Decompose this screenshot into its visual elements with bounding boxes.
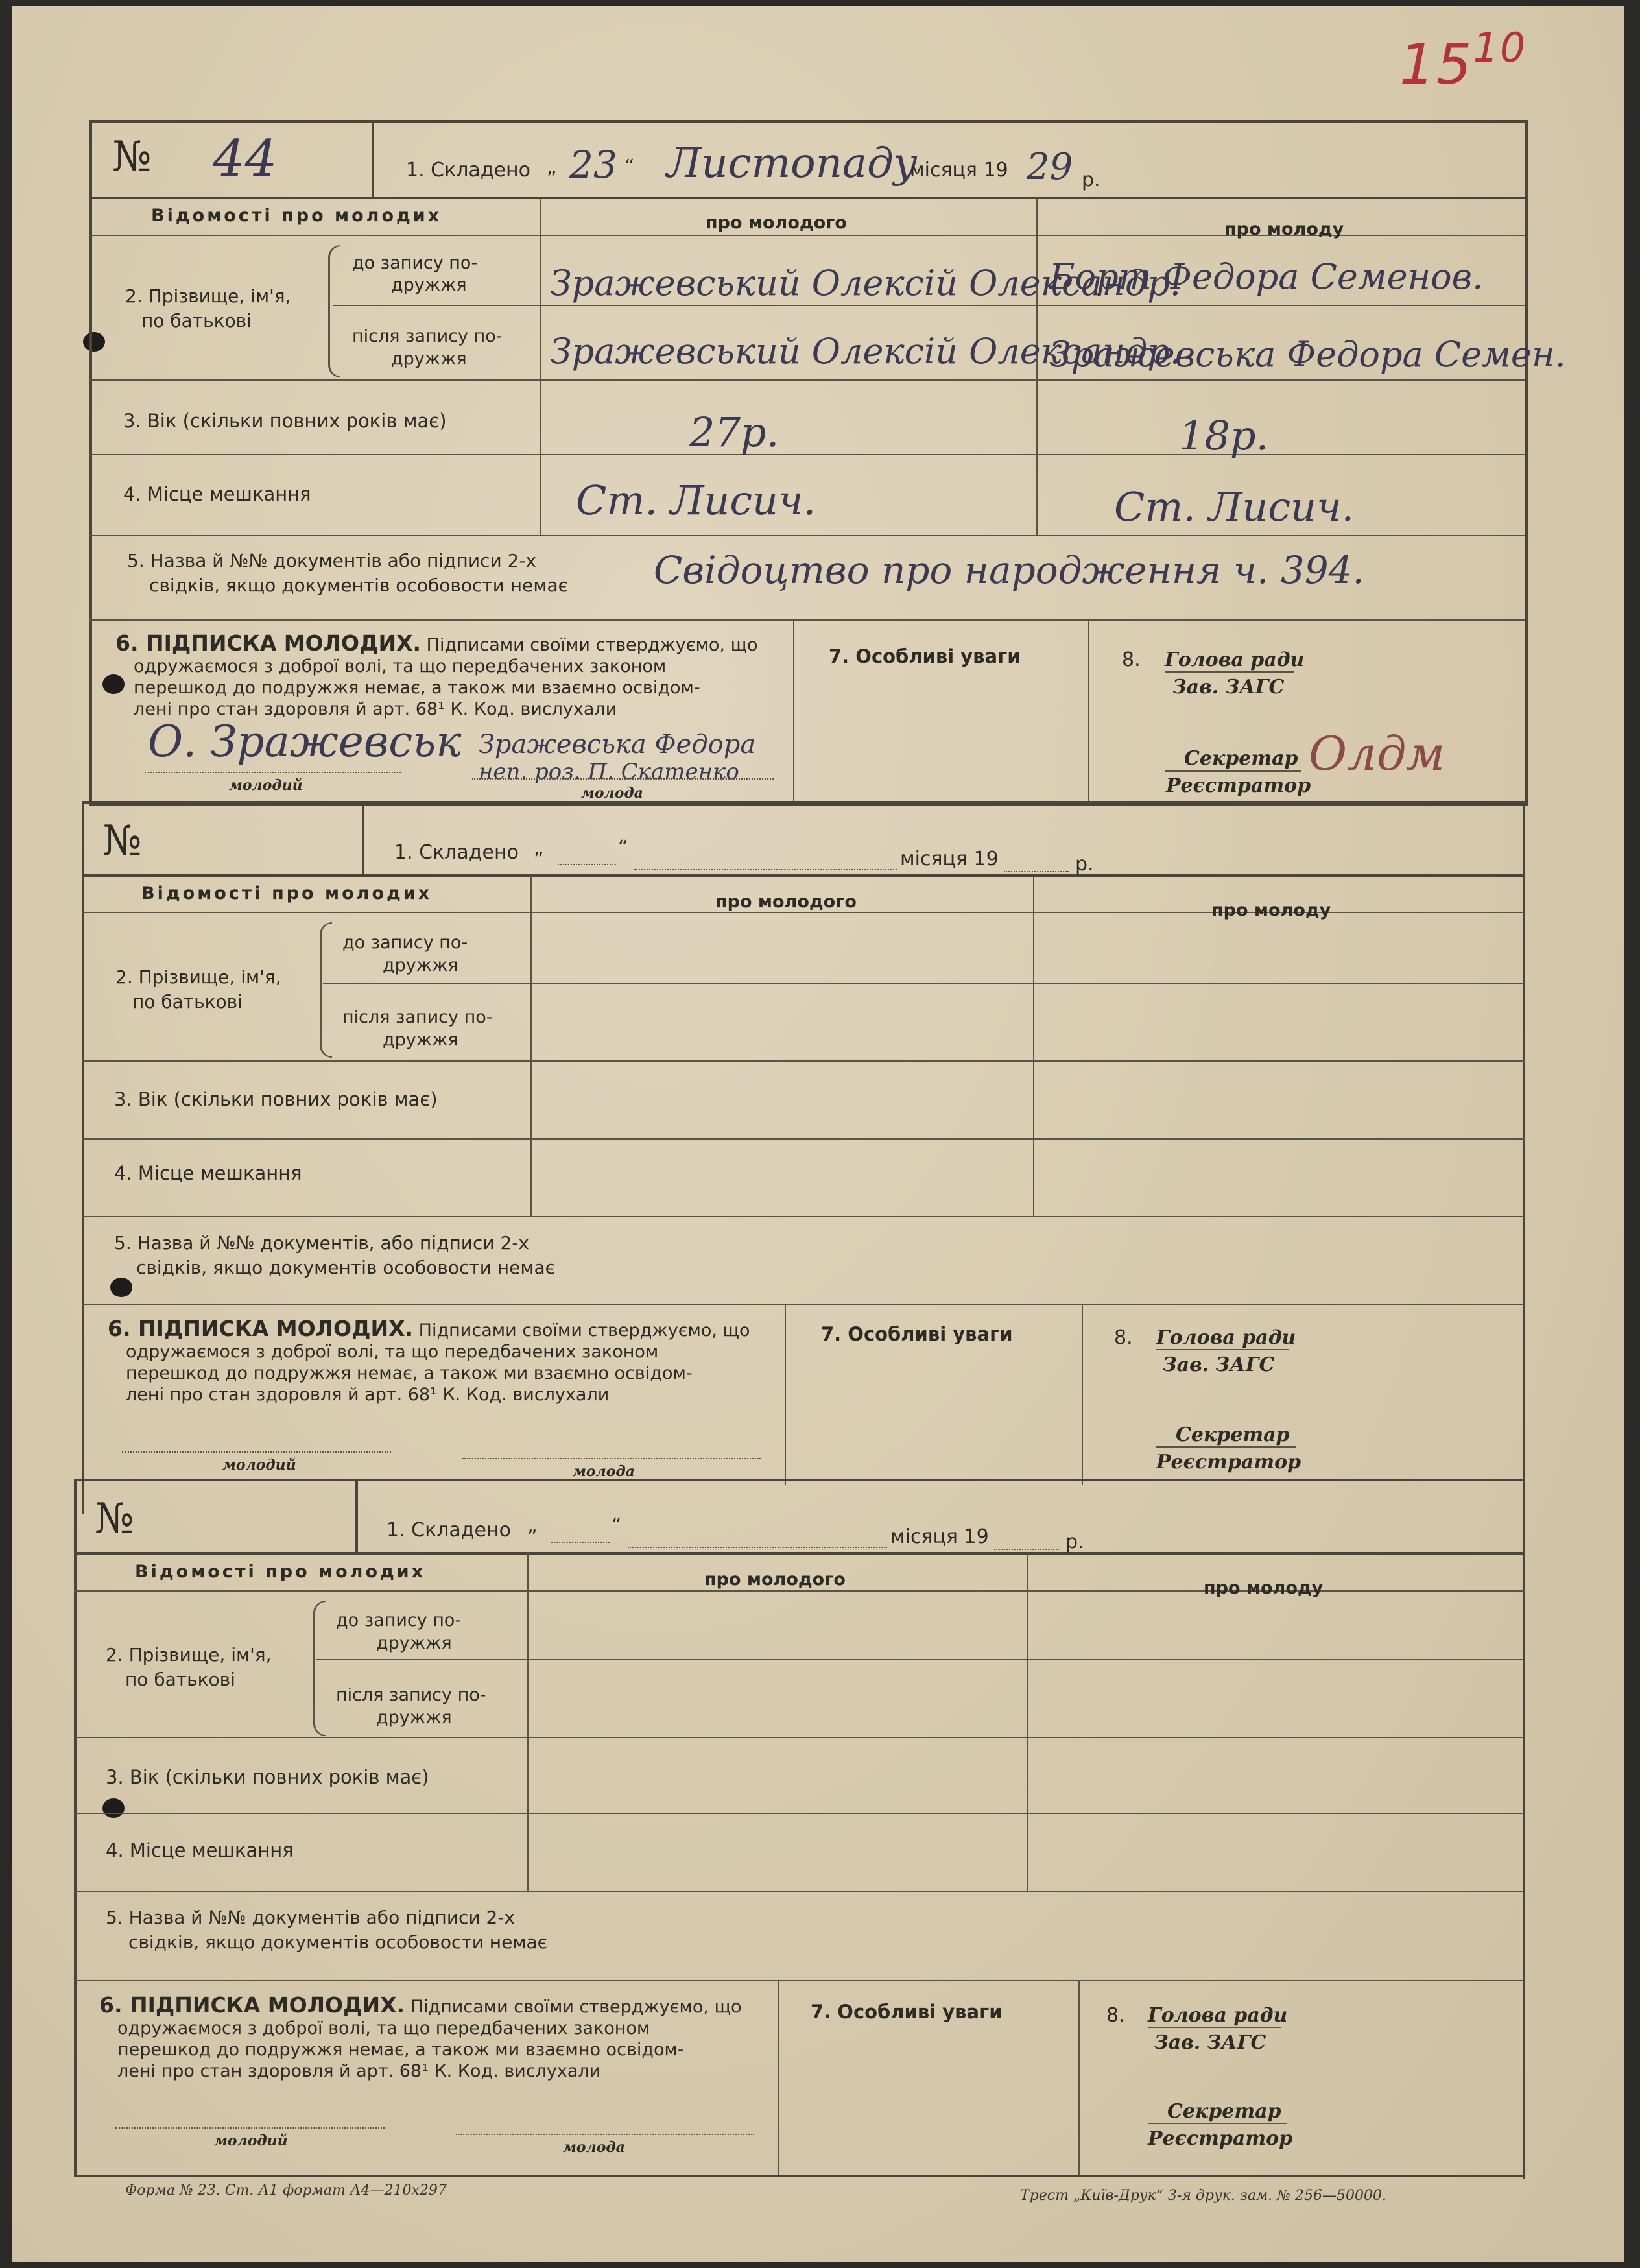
head-label: Голова ради <box>1148 2004 1288 2027</box>
bride-header: про молоду <box>1224 219 1344 239</box>
groom-header: про молодого <box>715 892 857 912</box>
bride-header: про молоду <box>1204 1578 1324 1598</box>
residence-label: 4. Місце мешкання <box>123 483 311 505</box>
head-label: Голова ради <box>1156 1326 1296 1349</box>
info-header: Відомості про молодих <box>151 206 442 226</box>
document-page: $15^{10}$ № 44 1. Складено „ 23 “ Листопаду місяця 19 29 р. Відомості про молодих про молодого про молоду 2. Прізвище, ім'я, по батькові до запису по- дружжя після запису по- дружжя Зражевський Олексій Олександр. Зражевський Олексій Олександр. Борт Федора Семенов. Зражевська Федора Семен. 3. Вік (скільки повних років має) 27р. 18р. 4. Місце мешкання Ст. Лисич. Ст. Лисич. 5. Назва й №№ документів або підписи 2-х свідків, якщо документів особовости немає Свідоцтво про народження ч. 394. 6. ПІДПИСКА МОЛОДИХ. Підписами своїми стверджуємо, що одружаємося з доброї волі, та що передбачених законом перешкод до подружжя немає, а також ми взаємно освідом- лені про стан здоровля й арт. 68¹ К. Код. вислухали О. Зражевськ Зражевська Федора неп. роз. П. Скатенко молодий молода 7. Особливі уваги 8. Голова ради Зав. ЗАГС Секретар Реєстратор Олдм № 1. Складено „ “ місяця 19 р. Відомості про молодих про молодого про молоду 2. Прізвище, ім'я, по батькові до запису по- дружжя після запису по- дружжя 3. Вік (скільки повних років має) 4. Місце мешкання 5. Назва й №№ документів, або підписи 2-х свідків, якщо документів особовости немає 6. ПІДПИСКА МОЛОДИХ. Підписами своїми стверджуємо, що одружаємося з доброї волі, та що передбачених законом перешкод до подружжя немає, а також ми взаємно освідом- лені про стан здоровля й арт. 68¹ К. Код. вислухали молодий молода 7. Особливі уваги 8. Голова ради Зав. ЗАГС Секретар Реєстратор № 1. Складено „ “ місяця 19 р. Відомості про молодих про молодого про молоду 2. Прізвище, ім'я, по батькові до запису по- дружжя після запису по- дружжя 3. Вік (скільки повних років має) 4. Місце мешкання 5. Назва й №№ документів або підписи 2-х свідків, якщо документів особовости немає 6. ПІДПИСКА МОЛОДИХ. Підписами своїми стверджуємо, що одружаємося з доброї волі, та що передбачених законом перешкод до подружжя немає, а також ми взаємно освідом- лені про стан здоровля й арт. 68¹ К. Код. вислухали молодий молода 7. Особливі уваги 8. Голова ради Зав. ЗАГС Секретар Реєстратор Форма № 23. Ст. А1 формат А4—210х297 Трест „Київ-Друк“ 3-я друк. зам. № 256—50000. <box>12 6 1624 2262</box>
age-label: 3. Вік (скільки повних років має) <box>106 1766 429 1788</box>
groom-sig-label: молодий <box>222 1457 296 1474</box>
age-label: 3. Вік (скільки повних років має) <box>123 410 447 432</box>
info-header: Відомості про молодих <box>141 883 433 903</box>
documents-label: 5. Назва й №№ документів або підписи 2-х <box>106 1907 516 1928</box>
info-header: Відомості про молодих <box>135 1562 426 1582</box>
subscription-text: 6. ПІДПИСКА МОЛОДИХ. Підписами своїми стверджуємо, що одружаємося з доброї волі, та що передбачених законом перешкод до подружжя немає, а також ми взаємно освідом- лені про стан здоровля й арт. 68¹ К. Код. вислухали <box>99 1992 742 2081</box>
age-label: 3. Вік (скільки повних років має) <box>114 1088 438 1110</box>
secretary-signature: Олдм <box>1309 726 1445 781</box>
bride-header: про молоду <box>1211 900 1331 920</box>
groom-name-before: Зражевський Олексій Олександр. <box>550 263 1181 304</box>
documents-value: Свідоцтво про народження ч. 394. <box>654 548 1364 592</box>
groom-signature: О. Зражевськ <box>148 717 462 767</box>
year-value: 29 <box>1027 146 1073 188</box>
month-label: місяця 19 <box>900 848 999 870</box>
punch-hole <box>110 1278 132 1297</box>
name-label: 2. Прізвище, ім'я, <box>125 285 291 307</box>
head-label: Голова ради <box>1165 649 1305 671</box>
footer-printer-info: Трест „Київ-Друк“ 3-я друк. зам. № 256—50000. <box>1020 2188 1386 2204</box>
composed-label: 1. Складено <box>386 1519 511 1542</box>
composed-label: 1. Складено <box>394 841 519 864</box>
page-number: $15^{10}$ <box>1399 24 1527 97</box>
groom-header: про молодого <box>706 213 847 233</box>
residence-label: 4. Місце мешкання <box>106 1839 294 1861</box>
footer-form-info: Форма № 23. Ст. А1 формат А4—210х297 <box>125 2182 447 2199</box>
groom-header: про молодого <box>704 1570 846 1590</box>
bride-signature: Зражевська Федора <box>479 730 756 759</box>
secretary-label: Секретар <box>1167 2100 1281 2123</box>
bride-residence: Ст. Лисич. <box>1114 483 1355 531</box>
bride-sig-label: молода <box>573 1463 635 1480</box>
record-number-label: № <box>112 133 152 181</box>
record-number-value: 44 <box>213 130 278 188</box>
documents-label: 5. Назва й №№ документів, або підписи 2-х <box>114 1232 529 1254</box>
day-value: 23 <box>569 143 617 187</box>
notes-label: 7. Особливі уваги <box>821 1323 1013 1345</box>
record-number-label: № <box>102 817 142 865</box>
month-label: місяця 19 <box>910 159 1008 182</box>
groom-age: 27р. <box>689 409 779 456</box>
notes-label: 7. Особливі уваги <box>811 2001 1003 2023</box>
bride-name-after: Зражевська Федора Семен. <box>1049 334 1566 375</box>
punch-hole <box>102 1798 125 1818</box>
groom-sig-label: молодий <box>214 2132 288 2149</box>
month-value: Листопаду <box>667 139 918 187</box>
composed-label: 1. Складено <box>406 159 530 182</box>
bride-name-before: Борт Федора Семенов. <box>1049 256 1484 297</box>
bride-sig-label: молода <box>563 2139 625 2156</box>
bride-sig-label: молода <box>581 785 643 802</box>
name-label: 2. Прізвище, ім'я, <box>106 1644 272 1665</box>
groom-name-after: Зражевський Олексій Олександр. <box>550 331 1181 372</box>
documents-label: 5. Назва й №№ документів або підписи 2-х <box>127 550 537 571</box>
month-label: місяця 19 <box>890 1525 989 1548</box>
name-label: 2. Прізвище, ім'я, <box>115 966 281 988</box>
record-number-label: № <box>95 1495 134 1543</box>
residence-label: 4. Місце мешкання <box>114 1162 302 1184</box>
subscription-text: 6. ПІДПИСКА МОЛОДИХ. Підписами своїми стверджуємо, що одружаємося з доброї волі, та що передбачених законом перешкод до подружжя немає, а також ми взаємно освідом- лені про стан здоровля й арт. 68¹ К. Код. вислухали <box>115 630 758 719</box>
subscription-text: 6. ПІДПИСКА МОЛОДИХ. Підписами своїми стверджуємо, що одружаємося з доброї волі, та що передбачених законом перешкод до подружжя немає, а також ми взаємно освідом- лені про стан здоровля й арт. 68¹ К. Код. вислухали <box>108 1316 750 1405</box>
bride-age: 18р. <box>1179 412 1269 459</box>
groom-residence: Ст. Лисич. <box>576 477 816 524</box>
notes-label: 7. Особливі уваги <box>829 645 1021 667</box>
groom-sig-label: молодий <box>229 777 303 794</box>
secretary-label: Секретар <box>1176 1424 1290 1446</box>
secretary-label: Секретар <box>1184 747 1298 770</box>
